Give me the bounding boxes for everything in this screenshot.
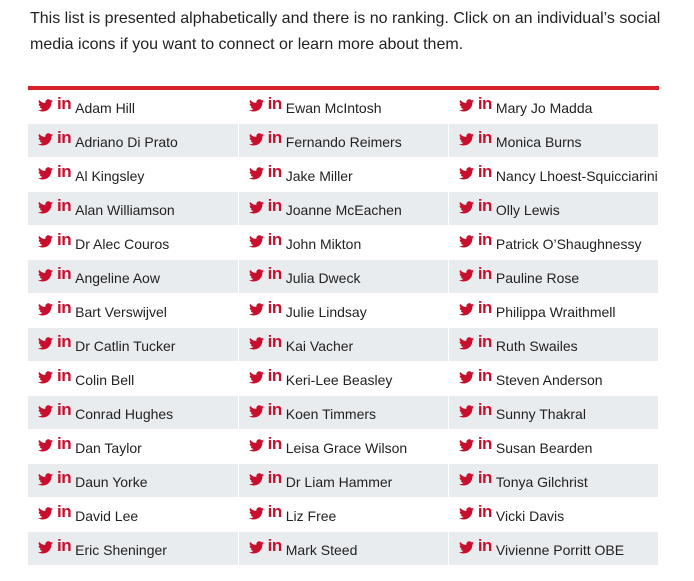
people-grid [28,86,659,566]
table-row [28,158,659,192]
person-entry [38,396,238,429]
person-cell [238,226,448,260]
person-name: Alan Williamson [75,202,175,218]
linkedin-icon[interactable]: in [477,230,492,249]
person-cell [238,90,448,124]
person-name: Keri-Lee Beasley [285,372,393,388]
twitter-icon[interactable] [459,303,474,316]
table-row [28,90,659,124]
person-entry [459,124,658,157]
person-name: Nancy Lhoest-Squicciarini [495,168,658,184]
person-cell [448,498,658,532]
twitter-icon[interactable] [249,405,264,418]
person-name: Jake Miller [285,168,353,184]
table-row [28,328,659,362]
twitter-icon[interactable] [459,269,474,282]
person-cell [28,158,238,192]
person-name: Adam Hill [75,100,136,116]
person-entry [459,430,658,463]
person-entry [249,226,448,259]
twitter-icon[interactable] [249,99,264,112]
twitter-icon[interactable] [459,133,474,146]
linkedin-icon[interactable]: in [57,536,72,555]
person-cell [28,430,238,464]
person-entry [249,90,448,123]
person-name: Sunny Thakral [495,406,586,422]
linkedin-icon[interactable]: in [477,366,492,385]
person-cell [238,532,448,566]
person-name: Kai Vacher [285,338,354,354]
person-cell [448,158,658,192]
person-name: Steven Anderson [495,372,603,388]
twitter-icon[interactable] [38,439,53,452]
twitter-icon[interactable] [459,167,474,180]
person-cell [238,396,448,430]
twitter-icon[interactable] [38,371,53,384]
person-name: Patrick O’Shaughnessy [495,236,642,252]
person-cell [238,294,448,328]
twitter-icon[interactable] [249,303,264,316]
person-cell [448,294,658,328]
twitter-icon[interactable] [38,133,53,146]
person-name: Adriano Di Prato [75,134,178,150]
linkedin-icon[interactable]: in [267,298,282,317]
twitter-icon[interactable] [38,269,53,282]
linkedin-icon[interactable]: in [57,128,72,147]
twitter-icon[interactable] [38,167,53,180]
person-name: Olly Lewis [495,202,560,218]
person-cell [28,396,238,430]
linkedin-icon[interactable]: in [477,536,492,555]
twitter-icon[interactable] [459,371,474,384]
person-entry [249,362,448,395]
person-name: Colin Bell [75,372,135,388]
twitter-icon[interactable] [249,473,264,486]
person-name: Pauline Rose [495,270,580,286]
person-cell [28,294,238,328]
twitter-icon[interactable] [459,201,474,214]
table-row [28,192,659,226]
person-name: Liz Free [285,508,337,524]
twitter-icon[interactable] [249,235,264,248]
person-entry [459,226,658,259]
person-entry [459,260,658,293]
person-cell [28,362,238,396]
person-entry [38,192,238,225]
person-entry [249,294,448,327]
person-cell [28,260,238,294]
table-row [28,226,659,260]
linkedin-icon[interactable]: in [477,128,492,147]
twitter-icon[interactable] [38,541,53,554]
linkedin-icon[interactable]: in [267,536,282,555]
person-entry [38,260,238,293]
linkedin-icon[interactable]: in [477,502,492,521]
person-name: Mary Jo Madda [495,100,593,116]
person-entry [38,90,238,123]
person-cell [448,464,658,498]
linkedin-icon[interactable]: in [267,128,282,147]
person-entry [38,498,238,531]
linkedin-icon[interactable]: in [57,264,72,283]
person-cell [448,430,658,464]
linkedin-icon[interactable]: in [57,434,72,453]
person-entry [249,192,448,225]
person-cell [448,226,658,260]
person-name: Bart Verswijvel [75,304,167,320]
twitter-icon[interactable] [249,541,264,554]
person-name: Fernando Reimers [285,134,402,150]
person-entry [249,396,448,429]
person-entry [249,158,448,191]
person-entry [38,464,238,497]
person-entry [38,328,238,361]
person-entry [459,328,658,361]
linkedin-icon[interactable]: in [477,332,492,351]
twitter-icon[interactable] [459,507,474,520]
person-entry [38,158,238,191]
linkedin-icon[interactable]: in [57,196,72,215]
person-name: Susan Bearden [495,440,593,456]
twitter-icon[interactable] [459,99,474,112]
person-name: Dr Alec Couros [75,236,170,252]
person-name: Vicki Davis [495,508,565,524]
person-entry [249,532,448,565]
person-name: Julie Lindsay [285,304,367,320]
twitter-icon[interactable] [459,439,474,452]
person-name: Al Kingsley [75,168,145,184]
linkedin-icon[interactable]: in [477,400,492,419]
person-entry [38,532,238,565]
person-name: Dr Liam Hammer [285,474,393,490]
linkedin-icon[interactable]: in [57,502,72,521]
linkedin-icon[interactable]: in [267,264,282,283]
person-entry [459,362,658,395]
linkedin-icon[interactable]: in [477,196,492,215]
linkedin-icon[interactable]: in [267,502,282,521]
intro-text: This list is presented alphabetically and there is no ranking. Click on an individual’s social media icons if you want to connect or learn more about them. [30,10,661,53]
twitter-icon[interactable] [249,201,264,214]
twitter-icon[interactable] [38,303,53,316]
linkedin-icon[interactable]: in [57,332,72,351]
table-row [28,396,659,430]
person-entry [459,90,658,123]
linkedin-icon[interactable]: in [57,400,72,419]
linkedin-icon[interactable]: in [267,366,282,385]
person-entry [249,464,448,497]
person-entry [459,532,658,565]
person-name: Julia Dweck [285,270,361,286]
linkedin-icon[interactable]: in [57,162,72,181]
person-cell [238,192,448,226]
person-cell [238,498,448,532]
person-name: Daun Yorke [75,474,148,490]
linkedin-icon[interactable]: in [267,162,282,181]
person-cell [28,532,238,566]
twitter-icon[interactable] [459,473,474,486]
person-name: Koen Timmers [285,406,377,422]
linkedin-icon[interactable]: in [57,230,72,249]
person-entry [459,396,658,429]
person-name: Vivienne Porritt OBE [495,542,625,558]
twitter-icon[interactable] [249,371,264,384]
person-name: Ruth Swailes [495,338,578,354]
twitter-icon[interactable] [38,405,53,418]
people-table [28,90,659,566]
person-cell [28,328,238,362]
person-cell [28,226,238,260]
person-name: Ewan McIntosh [285,100,382,116]
linkedin-icon[interactable]: in [267,196,282,215]
table-row [28,464,659,498]
person-entry [38,226,238,259]
twitter-icon[interactable] [249,439,264,452]
table-row [28,362,659,396]
person-entry [459,158,658,191]
linkedin-icon[interactable]: in [477,94,492,113]
person-cell [448,328,658,362]
twitter-icon[interactable] [459,541,474,554]
table-row [28,124,659,158]
linkedin-icon[interactable]: in [57,366,72,385]
person-cell [238,158,448,192]
linkedin-icon[interactable]: in [267,230,282,249]
person-cell [238,430,448,464]
person-cell [238,328,448,362]
linkedin-icon[interactable]: in [267,332,282,351]
twitter-icon[interactable] [249,167,264,180]
person-cell [238,124,448,158]
person-entry [459,192,658,225]
person-name: Monica Burns [495,134,582,150]
twitter-icon[interactable] [249,337,264,350]
table-row [28,498,659,532]
person-cell [28,192,238,226]
person-name: David Lee [75,508,139,524]
twitter-icon[interactable] [249,133,264,146]
person-name: Eric Sheninger [75,542,167,558]
twitter-icon[interactable] [38,201,53,214]
linkedin-icon[interactable]: in [267,94,282,113]
person-cell [448,260,658,294]
person-entry [38,124,238,157]
twitter-icon[interactable] [459,337,474,350]
person-name: Dan Taylor [75,440,142,456]
person-entry [249,260,448,293]
linkedin-icon[interactable]: in [57,298,72,317]
person-name: Philippa Wraithmell [495,304,616,320]
twitter-icon[interactable] [38,473,53,486]
person-cell [238,464,448,498]
person-cell [28,90,238,124]
person-entry [249,124,448,157]
twitter-icon[interactable] [249,507,264,520]
person-cell [448,192,658,226]
person-entry [38,430,238,463]
twitter-icon[interactable] [249,269,264,282]
person-name: Leisa Grace Wilson [285,440,408,456]
person-cell [448,362,658,396]
person-entry [249,328,448,361]
person-name: John Mikton [285,236,362,252]
person-cell [28,464,238,498]
twitter-icon[interactable] [459,405,474,418]
person-cell [238,260,448,294]
person-name: Angeline Aow [75,270,160,286]
table-row [28,430,659,464]
linkedin-icon[interactable]: in [477,434,492,453]
person-cell [448,90,658,124]
linkedin-icon[interactable]: in [477,162,492,181]
person-cell [448,396,658,430]
linkedin-icon[interactable]: in [477,298,492,317]
person-name: Tonya Gilchrist [495,474,588,490]
person-entry [38,362,238,395]
twitter-icon[interactable] [38,99,53,112]
person-cell [28,124,238,158]
person-entry [459,498,658,531]
linkedin-icon[interactable]: in [267,468,282,487]
person-name: Joanne McEachen [285,202,402,218]
person-entry [249,430,448,463]
twitter-icon[interactable] [38,507,53,520]
table-row [28,532,659,566]
twitter-icon[interactable] [459,235,474,248]
linkedin-icon[interactable]: in [477,264,492,283]
table-row [28,294,659,328]
twitter-icon[interactable] [38,337,53,350]
person-name: Dr Catlin Tucker [75,338,176,354]
twitter-icon[interactable] [38,235,53,248]
person-cell [448,532,658,566]
person-entry [459,294,658,327]
linkedin-icon[interactable]: in [57,468,72,487]
linkedin-icon[interactable]: in [267,434,282,453]
person-cell [448,124,658,158]
person-entry [459,464,658,497]
table-row [28,260,659,294]
person-name: Mark Steed [285,542,358,558]
person-entry [249,498,448,531]
linkedin-icon[interactable]: in [267,400,282,419]
person-name: Conrad Hughes [75,406,174,422]
linkedin-icon[interactable]: in [477,468,492,487]
person-cell [238,362,448,396]
person-cell [28,498,238,532]
person-entry [38,294,238,327]
linkedin-icon[interactable]: in [57,94,72,113]
